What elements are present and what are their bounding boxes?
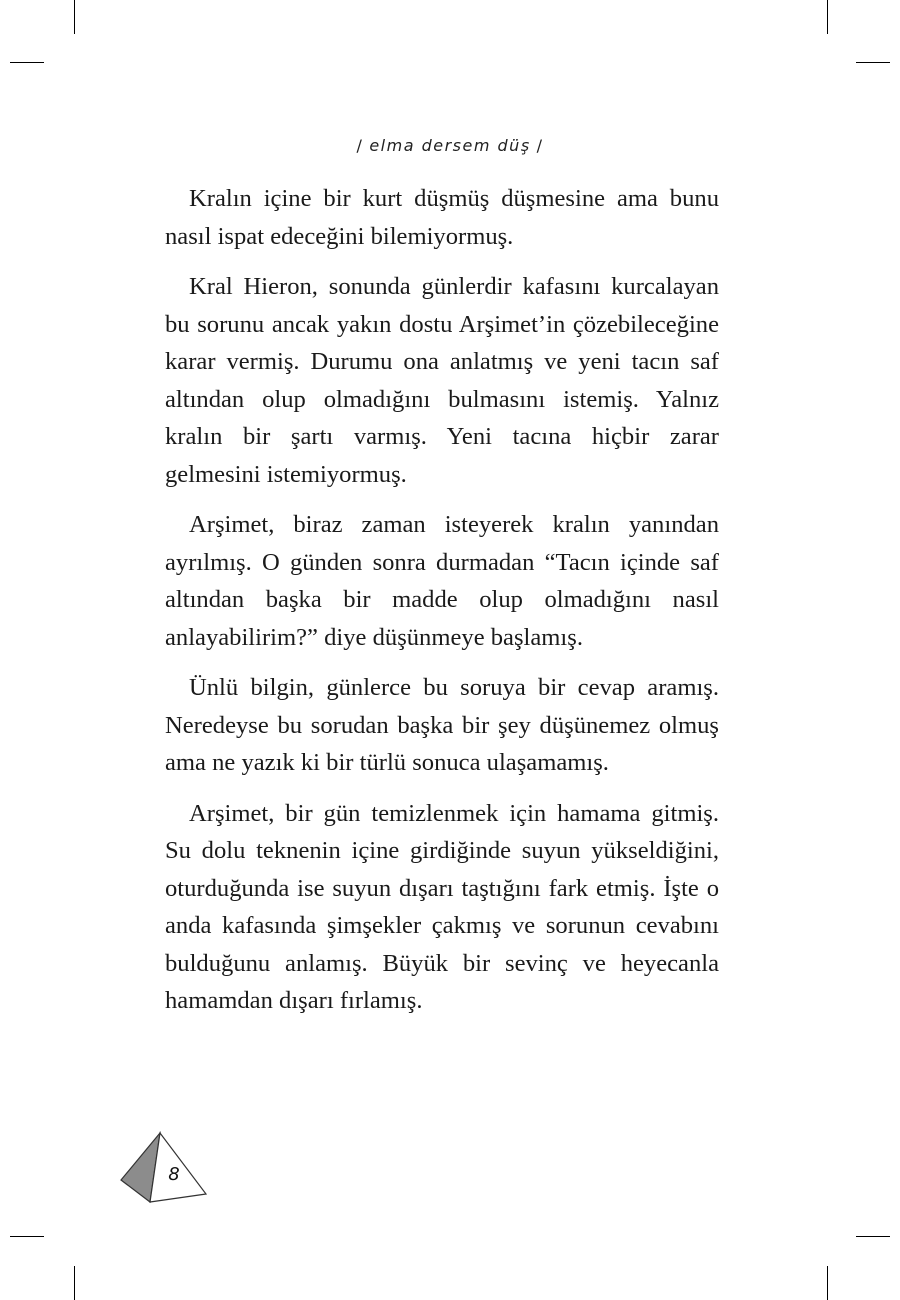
crop-mark-left-bottom: [10, 1236, 44, 1237]
crop-mark-top-right: [827, 0, 828, 34]
body-text: [165, 180, 719, 1033]
running-head: [0, 136, 900, 155]
crop-mark-bottom-right: [827, 1266, 828, 1300]
running-head-right-mark: /: [536, 136, 544, 155]
running-head-title: elma dersem düş: [369, 136, 531, 155]
crop-mark-left-top: [10, 62, 44, 63]
crop-mark-bottom-left: [74, 1266, 75, 1300]
paragraph: Kralın içine bir kurt düşmüş düşmesine ama bunu nasıl ispat edeceğini bilemiyormuş.: [165, 185, 719, 250]
running-head-left-mark: /: [356, 136, 364, 155]
page-number: 8: [168, 1164, 180, 1185]
crop-mark-top-left: [74, 0, 75, 34]
paragraph: Arşimet, bir gün temizlenmek için hamama gitmiş. Su dolu teknenin içine girdiğinde suyun yükseldiğini, oturduğunda ise suyun dışarı taştığını fark etmiş. İşte o anda kafasında şimşekler çakmış ve sorunun cevabını bulduğunu anlamış. Büyük bir sevinç ve heyecanla hamamdan dışarı fırlamış.: [165, 799, 719, 1014]
paragraph: Kral Hieron, sonunda günlerdir kafasını kurcalayan bu sorunu ancak yakın dostu Arşimet’in çözebileceğine karar vermiş. Durumu ona anlatmış ve yeni tacın saf altından olup olmadığını bulmasını istemiş. Yalnız kralın bir şartı varmış. Yeni tacına hiçbir zarar gelmesini istemiyormuş.: [165, 273, 719, 488]
crop-mark-right-bottom: [856, 1236, 890, 1237]
page-number-badge: [118, 1130, 210, 1206]
paragraph: Ünlü bilgin, günlerce bu soruya bir cevap aramış. Neredeyse bu sorudan başka bir şey düşünemez olmuş ama ne yazık ki bir türlü sonuca ulaşamamış.: [165, 674, 719, 776]
paragraph: Arşimet, biraz zaman isteyerek kralın yanından ayrılmış. O günden sonra durmadan “Tacın içinde saf altından başka bir madde olup olmadığını nasıl anlayabilirim?” diye düşünmeye başlamış.: [165, 511, 719, 651]
crop-mark-right-top: [856, 62, 890, 63]
